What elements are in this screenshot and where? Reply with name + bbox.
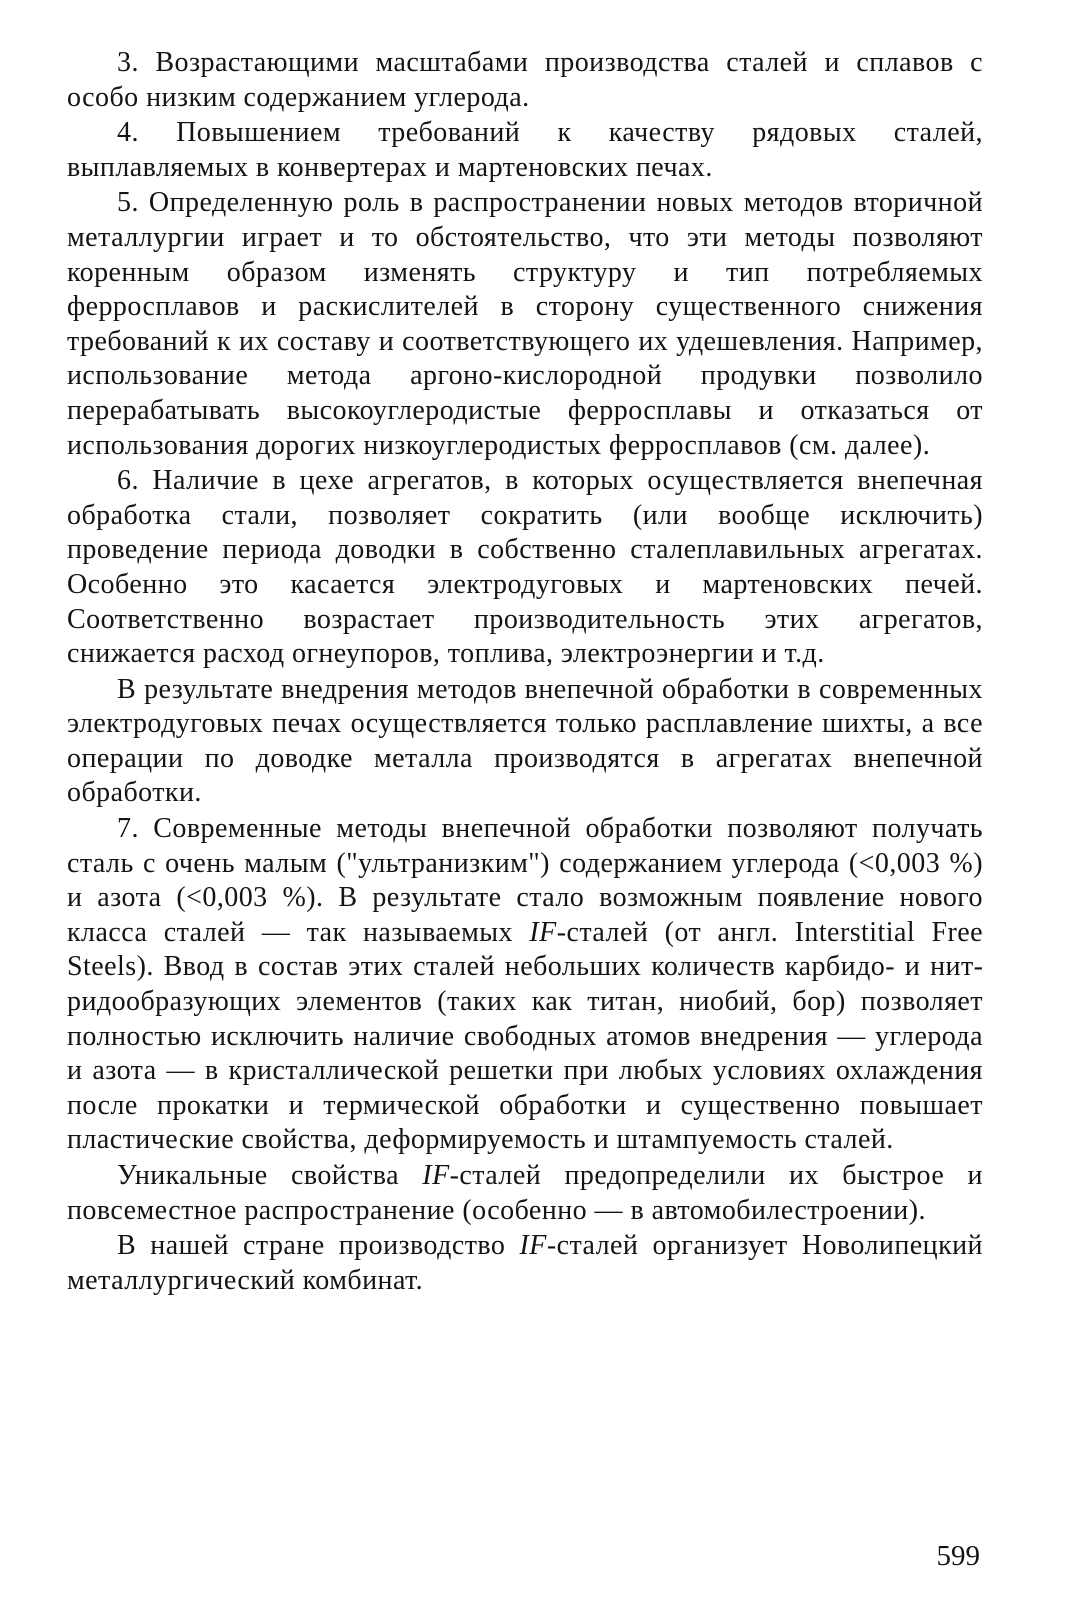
if-term: IF xyxy=(529,916,557,948)
body-text xyxy=(67,46,983,1299)
paragraph-unique xyxy=(67,1159,983,1228)
paragraph-7-text-b: -сталей (от англ. Interstitial Free Steels). Ввод в состав этих сталей небольших количеств карбидо- и нитридообразующих элементов (таких как титан, ниобий, бор) позволяет полностью исключить наличие свободных атомов внедрения — углерода и азота — в кристаллической решетки при любых условиях охлаждения после прокатки и термической обработки и существенно повышает пластические свойства, деформируемость и штампуемость сталей. xyxy=(67,916,984,1156)
paragraph-unique-text-a: Уникальные свойства xyxy=(117,1160,423,1191)
paragraph-7-text-a: 7. Современные методы внепечной обработки позволяют получать сталь с очень малым ("ультранизким") содержанием углерода (<0,003 %) и азота (<0,003 %). В результате стало возможным появление нового класса сталей — так называемых xyxy=(67,813,983,948)
paragraph-4-text: 4. Повышением требований к качеству рядовых сталей, выплавляемых в конвертерах и мартеновских печах. xyxy=(67,117,983,183)
paragraph-3 xyxy=(67,46,983,115)
paragraph-result xyxy=(67,673,983,811)
paragraph-3-text: 3. Возрастающими масштабами производства сталей и сплавов с особо низким содержанием углерода. xyxy=(67,47,983,113)
paragraph-country xyxy=(67,1229,983,1298)
paragraph-4 xyxy=(67,116,983,185)
if-term: IF xyxy=(422,1160,450,1191)
paragraph-7 xyxy=(67,812,983,1158)
paragraph-country-text-b: -сталей организует Новолипецкий металлургический комбинат. xyxy=(67,1230,983,1296)
paragraph-5 xyxy=(67,186,983,463)
paragraph-6-text: 6. Наличие в цехе агрегатов, в которых осуществляется внепечная обработка стали, позволяет сократить (или вообще исключить) проведение периода доводки в собственно сталеплавильных агрегатах. Особенно это касается электродуговых и мартеновских печей. Соответственно возрастает производительность этих агрегатов, снижается расход огнеупоров, топлива, электроэнергии и т.д. xyxy=(67,465,983,670)
paragraph-country-text-a: В нашей стране производство xyxy=(117,1230,520,1262)
if-term: IF xyxy=(519,1230,547,1262)
paragraph-result-text: В результате внедрения методов внепечной обработки в современных электродуговых печах осуществляется только расплавление шихты, а все операции по доводке металла производятся в агрегатах внепечной обработки. xyxy=(67,673,983,809)
paragraph-5-text: 5. Определенную роль в распространении новых методов вторичной металлургии играет и то обстоятельство, что эти методы позволяют коренным образом изменять структуру и тип потребляемых ферросплавов и раскислителей в сторону существенного снижения требований к их составу и соответствующего их удешевления. Например, использование метода аргоно-кислородной продувки позволило перерабатывать высокоуглеродистые ферросплавы и отказаться от использования дорогих низкоуглеродистых ферросплавов (см. далее). xyxy=(67,187,983,461)
paragraph-unique-text-b: -сталей предопределили их быстрое и повсеместное распространение (особенно — в автомобилестроении). xyxy=(67,1160,983,1226)
paragraph-6 xyxy=(67,464,983,672)
page-number: 599 xyxy=(936,1540,980,1572)
